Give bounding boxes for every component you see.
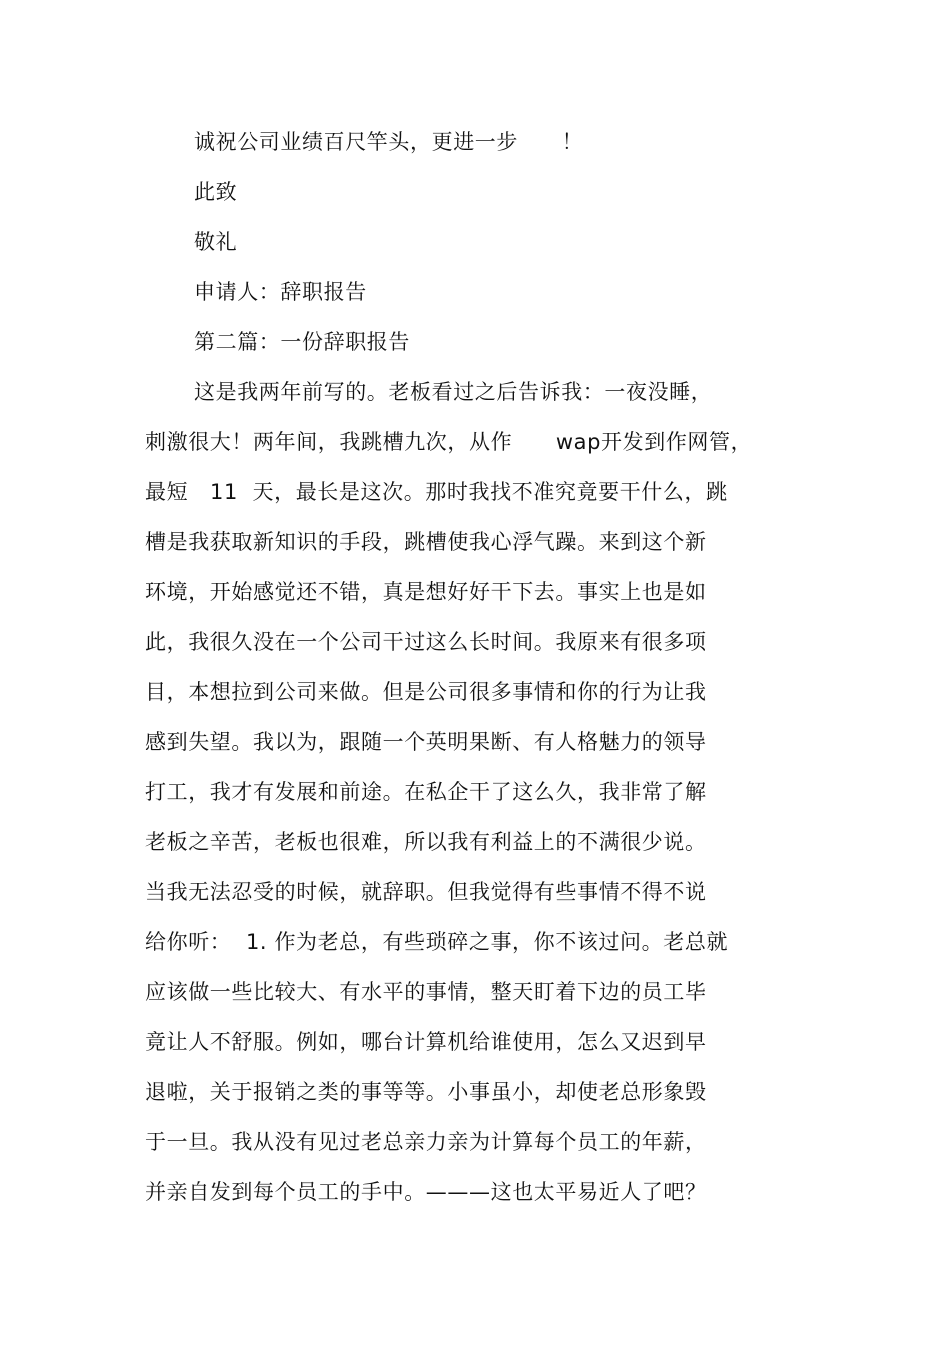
closing-line-wish: 诚祝公司业绩百尺竿头，更进一步 ！ xyxy=(194,130,584,154)
paragraph-line: 目，本想拉到公司来做。但是公司很多事情和你的行为让我 xyxy=(145,680,707,704)
closing-line-cizhi: 此致 xyxy=(194,180,238,204)
paragraph-line: 感到失望。我以为，跟随一个英明果断、有人格魅力的领导 xyxy=(145,730,707,754)
paragraph-line: 应该做一些比较大、有水平的事情，整天盯着下边的员工毕 xyxy=(145,980,707,1004)
closing-line-jingli: 敬礼 xyxy=(194,230,238,254)
paragraph-line: 于一旦。我从没有见过老总亲力亲为计算每个员工的年薪， xyxy=(145,1130,707,1154)
paragraph-line: 当我无法忍受的时候，就辞职。但我觉得有些事情不得不说 xyxy=(145,880,707,904)
paragraph-line: 最短 11 天，最长是这次。那时我找不准究竟要干什么，跳 xyxy=(145,480,728,504)
paragraph-line: 退啦，关于报销之类的事等等。小事虽小，却使老总形象毁 xyxy=(145,1080,707,1104)
paragraph-line: 打工，我才有发展和前途。在私企干了这么久，我非常了解 xyxy=(145,780,707,804)
paragraph-line: 槽是我获取新知识的手段，跳槽使我心浮气躁。来到这个新 xyxy=(145,530,707,554)
paragraph-line: 并亲自发到每个员工的手中。———这也太平易近人了吧？ xyxy=(145,1180,707,1204)
paragraph-line: 环境，开始感觉还不错，真是想好好干下去。事实上也是如 xyxy=(145,580,707,604)
section-heading: 第二篇：一份辞职报告 xyxy=(194,330,410,354)
paragraph-line: 竟让人不舒服。例如，哪台计算机给谁使用，怎么又迟到早 xyxy=(145,1030,707,1054)
applicant-line: 申请人：辞职报告 xyxy=(194,280,367,304)
paragraph-line: 此，我很久没在一个公司干过这么长时间。我原来有很多项 xyxy=(145,630,707,654)
paragraph-first-line: 这是我两年前写的。老板看过之后告诉我：一夜没睡， xyxy=(194,380,713,404)
paragraph-line: 老板之辛苦，老板也很难，所以我有利益上的不满很少说。 xyxy=(145,830,707,854)
paragraph-line: 给你听： 1. 作为老总，有些琐碎之事，你不该过问。老总就 xyxy=(145,930,729,954)
paragraph-line: 刺激很大！两年间，我跳槽九次，从作 wap开发到作网管， xyxy=(145,430,753,454)
